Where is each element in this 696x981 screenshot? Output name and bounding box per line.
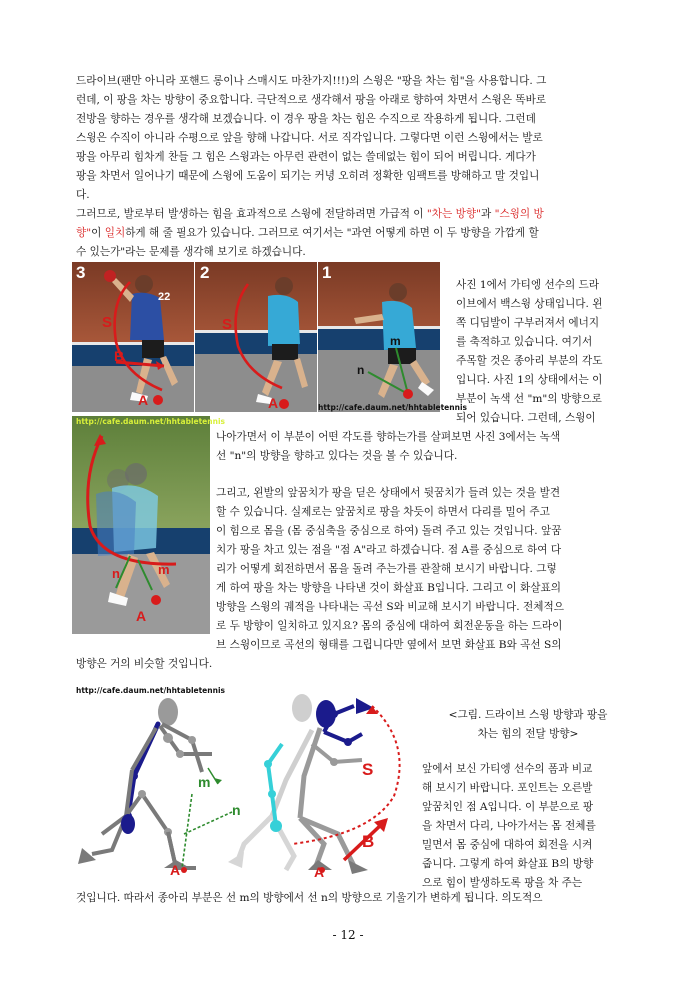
- text-line: 으로 힘이 발생하도록 팡을 차 주는: [422, 877, 583, 889]
- figure-caption-line1: <그림. 드라이브 스윙 방향과 팡을: [448, 709, 608, 721]
- text-line: 앞에서 보신 가티엥 선수의 폼과 비교: [422, 763, 593, 775]
- label-s: S: [362, 760, 374, 779]
- label-a-panel2: A: [268, 395, 279, 411]
- photo-panel-1: [318, 262, 440, 412]
- photo-number-3: 3: [76, 263, 86, 282]
- text-line: 이브에서 백스윙 상태입니다. 왼: [456, 298, 603, 310]
- label-m: m: [198, 774, 211, 790]
- text-span: 하게 해 줄 필요가 있습니다. 그러므로 여기서는 "과연 어떻게 하면 이 두 방향을 가깝게 할: [125, 227, 539, 239]
- text-line: 게 하여 팡을 차는 방향을 나타낸 것이 화살표 B입니다. 그리고 이 화살표의: [216, 582, 561, 594]
- text-line: 스윙은 수직이 아니라 수평으로 앞을 향해 나갑니다. 서로 직각입니다. 그렇다면 이런 스윙에서는 발로: [76, 132, 543, 144]
- figure-caption-line2: 차는 힘의 전달 방향>: [477, 728, 579, 740]
- shirt-number: 22: [158, 291, 171, 303]
- text-line: 선 "n"의 방향을 향하고 있다는 것을 볼 수 있습니다.: [216, 450, 458, 462]
- overlay-photo-illustration: [72, 416, 210, 634]
- text-line: 쪽 디딤발이 구부러져서 에너지: [456, 317, 600, 329]
- text-line: 로 두 방향이 일치하고 있지요? 몸의 중심에 대하여 회전운동을 하는 드라이: [216, 620, 563, 632]
- text-line: 해 보시기 바랍니다. 포인트는 오른발: [422, 782, 593, 794]
- highlight-match: 일치: [104, 227, 126, 239]
- text-line: 수 있는가"라는 문제를 생각해 보기로 하겠습니다.: [76, 246, 306, 258]
- photo-panel-2: [195, 262, 317, 412]
- text-line: 나아가면서 이 부분이 어떤 각도를 향하는가를 살펴보면 사진 3에서는 녹색: [216, 431, 561, 443]
- photo-strip-illustration: [72, 262, 440, 412]
- swing-diagram: [72, 684, 424, 890]
- swing-diagram-illustration: [72, 684, 424, 890]
- text-line: 되어 있습니다. 그런데, 스윙이: [456, 412, 596, 424]
- photo-panel-3: [72, 262, 194, 412]
- text-line: 주목할 것은 종아리 부분의 각도: [456, 355, 603, 367]
- text-span: 과: [480, 208, 495, 220]
- text-line: 할 수 있습니다. 실제로는 앞꿈치로 팡을 차듯이 하면서 다리를 밀어 주고: [216, 506, 550, 518]
- highlight-swing-direction: "스윙의 방: [494, 208, 544, 220]
- label-s-panel3: S: [102, 314, 113, 331]
- text-line: 그리고, 왼발의 앞꿈치가 팡을 딛은 상태에서 뒷꿈치가 들려 있는 것을 발견: [216, 487, 561, 499]
- overlay-photo: [72, 416, 225, 634]
- text-line: 밀면서 몸 중심에 대하여 회전을 시켜: [422, 839, 593, 851]
- label-b: B: [362, 832, 375, 851]
- text-line: 방향은 거의 비슷할 것입니다.: [76, 658, 213, 670]
- text-line: 리가 어떻게 회전하면서 몸을 돌려 주는가를 관찰해 보시기 바랍니다. 그렇: [216, 563, 557, 575]
- text-line: 드라이브(팬만 아니라 포핸드 롱이나 스매시도 마찬가지!!!)의 스윙은 "팡을 차는 힘"을 사용합니다. 그: [76, 75, 547, 87]
- text-span: 그러므로, 발로부터 발생하는 힘을 효과적으로 스윙에 전달하려면 가급적 이: [76, 208, 427, 220]
- label-s-panel2: S: [222, 316, 233, 333]
- text-line: 팡을 아무리 힘차게 찬들 그 힘은 스윙과는 아무런 관련이 없는 쓸데없는 힘이 되어 버립니다. 게다가: [76, 151, 536, 163]
- text-line: [76, 224, 539, 243]
- text-line: 을 차면서 다리, 나아가서는 몸 전체를: [422, 820, 596, 832]
- photo-number-1: 1: [322, 263, 332, 282]
- label-n: n: [232, 802, 241, 818]
- label-a-right: A: [314, 864, 325, 880]
- label-m: m: [390, 334, 401, 348]
- text-line: 앞꿈치인 점 A입니다. 이 부분으로 팡: [422, 801, 594, 813]
- text-line: 방향을 스윙의 궤적을 나타내는 곡선 S와 비교해 보시기 바랍니다. 전체적으: [216, 601, 564, 613]
- watermark: http://cafe.daum.net/hhtabletennis: [76, 686, 225, 695]
- label-a-left: A: [170, 862, 181, 878]
- text-line: 이 힘으로 몸을 (몸 중심축을 중심으로 하여) 돌려 주고 있는 것입니다. 앞꿈: [216, 525, 562, 537]
- watermark: http://cafe.daum.net/hhtabletennis: [76, 417, 225, 426]
- label-b: B: [114, 348, 125, 364]
- text-line: 것입니다. 따라서 종아리 부분은 선 m의 방향에서 선 n의 방향으로 기울기가 변하게 됩니다. 의도적으: [76, 892, 543, 904]
- text-line: 치가 팡을 차고 있는 점을 "점 A"라고 하겠습니다. 점 A를 중심으로 하여 다: [216, 544, 562, 556]
- text-line: 사진 1에서 가티엥 선수의 드라: [456, 279, 600, 291]
- text-line: 팡을 차면서 일어나기 때문에 스윙에 도움이 되기는 커녕 오히려 정확한 임팩트를 방해하고 말 것입니: [76, 170, 540, 182]
- label-n: n: [112, 566, 120, 581]
- text-line: 전방을 향하는 경우를 생각해 보겠습니다. 이 경우 팡을 차는 힘은 수직으로 작용하게 됩니다. 그런데: [76, 113, 536, 125]
- text-line: 입니다. 사진 1의 상태에서는 이: [456, 374, 603, 386]
- text-line: 줍니다. 그렇게 하여 화살표 B의 방향: [422, 858, 594, 870]
- photo-number-2: 2: [200, 263, 210, 282]
- highlight-swing-direction-end: 향": [76, 227, 92, 239]
- text-line: 런데, 이 팡을 차는 방향이 중요합니다. 극단적으로 생각해서 팡을 아래로 향하여 차면서 스윙은 똑바로: [76, 94, 547, 106]
- text-line: 다.: [76, 189, 90, 201]
- label-n: n: [357, 363, 365, 377]
- text-line: 부분이 녹색 선 "m"의 방향으로: [456, 393, 602, 405]
- photo-strip: [72, 262, 467, 412]
- label-a-panel3: A: [138, 392, 149, 408]
- label-m: m: [158, 562, 170, 577]
- page-number: - 12 -: [332, 928, 364, 942]
- watermark: http://cafe.daum.net/hhtabletennis: [318, 403, 467, 412]
- text-line: 브 스윙이므로 곡선의 형태를 그립니다만 옆에서 보면 화살표 B와 곡선 S의: [216, 639, 562, 651]
- text-line: 를 축적하고 있습니다. 여기서: [456, 336, 593, 348]
- label-a: A: [136, 608, 147, 624]
- text-line: [76, 205, 544, 224]
- highlight-kick-direction: "차는 방향": [426, 208, 481, 220]
- text-span: 이: [91, 227, 105, 239]
